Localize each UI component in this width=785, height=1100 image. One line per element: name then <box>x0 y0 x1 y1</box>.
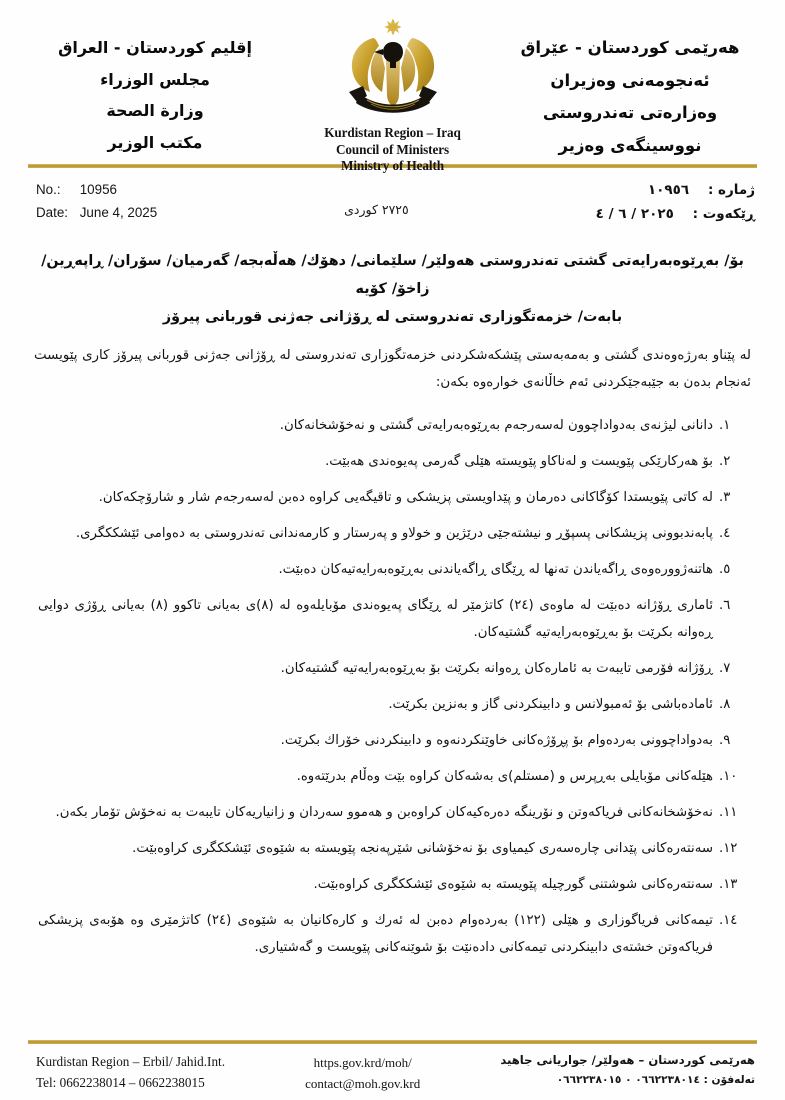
kurdish-header-block <box>501 14 759 162</box>
reference-english <box>36 178 157 224</box>
reference-kurdish <box>596 178 755 226</box>
reference-number-label-ku: ژماره : <box>707 182 755 198</box>
list-item <box>38 692 747 719</box>
kurdish-header-line: هەرێمی كوردستان - عێراق <box>520 38 740 57</box>
list-item <box>38 521 747 548</box>
reference-date-row-en <box>36 201 157 224</box>
kurdish-header-line: نووسینگەی وەزیر <box>558 135 702 155</box>
list-item <box>38 593 747 646</box>
list-item-number: ٥. <box>719 561 731 577</box>
letterhead <box>0 0 785 174</box>
reference-date-value-en: June 4, 2025 <box>79 205 158 221</box>
reference-date-label-en: Date: <box>36 205 69 221</box>
list-item-number: ٩. <box>719 732 731 748</box>
title-subject-line: بابەت/ خزمەتگوزاری تەندروستی لە ڕۆژانی جەژنی قوربانی پیرۆز <box>162 308 623 325</box>
reference-date-value-ku: ٢٠٢٥ / ٦ / ٤ <box>595 206 674 223</box>
list-item <box>38 764 747 791</box>
footer-website-link[interactable]: https.gov.krd/moh/ <box>313 1054 412 1070</box>
list-item-text: پابەندبوونی پزیشكانی پسپۆڕ و نیشتەجێی درێژین و خولاو و پەرستار و كارمەندانی تەندروستی بە دەوامی ئێشككگری. <box>75 525 713 541</box>
list-item-number: ٤. <box>719 525 731 541</box>
list-item-text: بۆ هەركارێكی پێویست و لەناكاو پێویستە هێلی گەرمی پەیوەندی هەبێت. <box>325 453 713 469</box>
list-item-text: لە كاتی پێویستدا كۆگاكانی دەرمان و پێداویستی پزیشكی و تاقیگەیی كراوە دەبن لەسەرجەم شار و شارۆچكەكان. <box>98 489 713 505</box>
emblem-caption <box>288 125 498 175</box>
list-item-number: ٢. <box>719 453 731 469</box>
footer-email-link[interactable]: contact@moh.gov.krd <box>305 1075 421 1091</box>
list-item <box>38 908 747 961</box>
list-item <box>38 557 747 584</box>
emblem-caption-line: Kurdistan Region – Iraq <box>324 125 461 140</box>
list-item-text: ئاماری ڕۆژانە دەبێت لە ماوەی (٢٤) كاتژمێر لە ڕێگای پەیوەندی مۆبایلەوە لە (٨)ی بەیانی تاكوو (٨) بەیانی ڕۆژی دوایی ڕەوانە بكرێت بۆ بەڕێوەبەرایەتیە گشتیەكان. <box>38 598 714 640</box>
document-title <box>34 248 751 332</box>
list-item <box>38 836 747 863</box>
footer-phone-line-ku: تەلەفۆن : ٠٦٦٢٢٣٨٠١٤ ٠ ٠٦٦٢٢٣٨٠١٥ <box>556 1073 755 1086</box>
footer-address-line-ku: هەرێمی كوردستان – هەولێر/ جواریانی جاهید <box>500 1052 755 1067</box>
directive-list <box>34 413 751 962</box>
list-item-text: سەنتەرەكانی پێدانی چارەسەری كیمیاوی بۆ نەخۆشانی شێرپەنجە پێویستە بە شێوەی ئێشككگری كراوەبێت. <box>132 841 713 857</box>
kurdish-header-line: وەزارەتی تەندروستی <box>542 103 718 122</box>
list-item-text: نەخۆشخانەكانی فریاكەوتن و نۆرینگە دەرەكیەكان كراوەبن و هەموو سەردان و زانیاریەكان تایبەت بە نەخۆش تۆمار بكەن. <box>55 805 713 821</box>
list-item-text: ڕۆژانە فۆرمی تایبەت بە ئامارەكان ڕەوانە بكرێت بۆ بەڕێوەبەرایەتیە گشتیەكان. <box>280 660 713 676</box>
arabic-header-line: إقليم كوردستان - العراق <box>58 38 252 57</box>
footer <box>0 1040 785 1094</box>
kurdish-header-line: ئەنجومەنی وەزیران <box>550 70 710 90</box>
reference-number-row-ku <box>596 178 755 202</box>
footer-phone-line: Tel: 0662238014 – 0662238015 <box>36 1075 205 1091</box>
list-item <box>38 728 747 755</box>
list-item-number: ١. <box>719 417 731 433</box>
list-item-text: هێلەكانی مۆبایلی بەڕپرس و (مستلم)ی بەشەكان كراوە بێت وەڵام بدرێتەوە. <box>296 769 713 784</box>
list-item-number: ٣. <box>719 489 731 505</box>
list-item-text: هاتنەژوورەوەی ڕاگەیاندن تەنها لە ڕێگای ڕاگەیاندنی بەڕێوەبەرایەتیەكان دەبێت. <box>278 561 713 577</box>
list-item-number: ٨. <box>719 696 731 712</box>
list-item-text: ئامادەباشی بۆ ئەمبولانس و دابینكردنی گاز و بەنزین بكرێت. <box>388 696 713 712</box>
emblem-caption-line: Council of Ministers <box>335 141 450 157</box>
footer-address-line: Kurdistan Region – Erbil/ Jahid.Int. <box>36 1053 225 1069</box>
reference-number-value-en: 10956 <box>79 182 117 197</box>
list-item-number: ٧. <box>719 660 731 676</box>
list-item-text: بەدواداچوونی بەردەوام بۆ پڕۆژەكانی خاوێنكردنەوە و دابینكردنی خۆراك بكرێت. <box>280 732 713 748</box>
title-addressee-line: بۆ/ بەڕێوەبەرایەتی گشتی تەندروستی هەولێر/ سلێمانی/ دهۆك/ هەڵەبجە/ گەرمیان/ سۆران/ ڕاپەڕین/ زاخۆ/ كۆیە <box>41 253 744 297</box>
list-item-text: دانانی لیژنەی بەدواداچوون لەسەرجەم بەڕێوەبەرایەتی گشتی و نەخۆشخانەكان. <box>279 417 713 433</box>
list-item <box>38 800 747 827</box>
kurdistan-eagle-emblem-icon <box>327 16 459 122</box>
emblem-caption-line: Ministry of Health <box>341 158 444 174</box>
document-body <box>0 234 785 962</box>
arabic-header-line: مجلس الوزراء <box>100 69 210 89</box>
footer-columns <box>0 1044 785 1094</box>
list-item-number: ١٠. <box>719 769 738 784</box>
footer-contact <box>305 1051 420 1094</box>
reference-date-label-ku: ڕێكەوت : <box>692 206 755 223</box>
list-item <box>38 413 747 440</box>
list-item <box>38 656 747 683</box>
reference-number-label-en: No.: <box>36 182 61 197</box>
reference-date-row-ku <box>596 202 755 226</box>
list-item <box>38 485 747 512</box>
reference-number-value-ku: ١٠٩٥٦ <box>647 182 690 198</box>
list-item-text: سەنتەرەكانی شوشتنی گورچیلە پێویستە بە شێوەی ئێشككگری كراوەبێت. <box>313 877 713 893</box>
emblem-block <box>288 14 498 175</box>
list-item-number: ٦. <box>719 598 731 614</box>
kurdish-year: ٢٧٢٥ كوردی <box>344 202 409 217</box>
list-item-text: تیمەكانی فریاگوزاری و هێلی (١٢٢) بەردەوام دەبن لە ئەرك و كارەكانیان بە شێوەی (٢٤) كاتژمێری وە هۆبەی پزیشكی فریاكەوتن خشتەی دابینكردنی تیمەكانی دادەنێت بۆ شوێنەكانی پێویست و گەشتیاری. <box>38 913 713 955</box>
list-item-number: ١١. <box>719 805 738 821</box>
reference-number-row-en <box>36 178 157 201</box>
list-item-number: ١٣. <box>719 877 738 893</box>
arabic-header-line: وزارة الصحة <box>106 101 204 121</box>
reference-block <box>0 168 785 234</box>
list-item <box>38 449 747 476</box>
arabic-header-line: مكتب الوزير <box>107 132 203 152</box>
intro-paragraph: لە پێناو بەرژەوەندی گشتی و بەمەبەستی پێشكەشكردنی خزمەتگوزاری تەندروستی لە ڕۆژانی جەژنی قوربانی پیرۆز كاری پێویست ئەنجام بدەن بە جێبەجێكردنی ئەم خاڵانەی خوارەوە بكەن: <box>34 347 751 391</box>
list-item-number: ١٢. <box>719 841 738 857</box>
list-item-number: ١٤. <box>719 913 738 929</box>
arabic-header-block <box>26 14 284 158</box>
list-item <box>38 872 747 899</box>
footer-address-en <box>36 1051 225 1094</box>
footer-address-ku <box>500 1051 755 1089</box>
